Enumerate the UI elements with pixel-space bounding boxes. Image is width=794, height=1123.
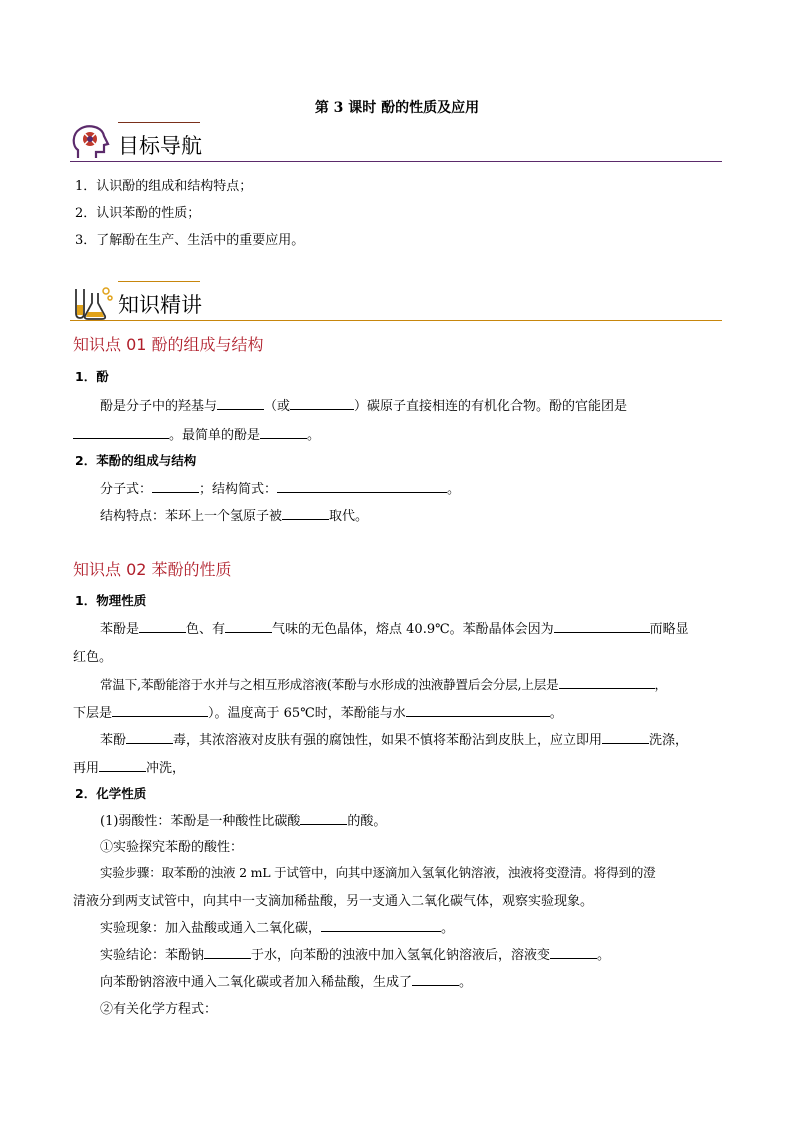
text-segment: 实验结论：苯酚钠 — [100, 948, 205, 963]
chemical-line-3: 实验步骤：取苯酚的浊液 2 mL 于试管中，向其中逐滴加入氢氧化钠溶液，浊液将变澄清。将得到的澄 — [100, 865, 656, 880]
fill-blank[interactable] — [112, 704, 208, 717]
text-segment: 苯酚 — [100, 733, 127, 748]
physical-line-1 — [100, 618, 689, 637]
text-segment: 冲洗， — [146, 761, 186, 776]
text-segment: 结构特点：苯环上一个氢原子被 — [100, 509, 283, 524]
fill-blank[interactable] — [602, 731, 649, 744]
physical-line-5 — [100, 729, 688, 748]
text-segment: 常温下,苯酚能溶于水并与之相互形成溶液(苯酚与水形成的浊液静置后会分层,上层是 — [100, 677, 559, 692]
fill-blank[interactable] — [217, 397, 264, 410]
text-segment: 实验现象：加入盐酸或通入二氧化碳， — [100, 921, 322, 936]
text-segment: 气味的无色晶体，熔点 40.9℃。苯酚晶体会因为 — [272, 622, 554, 637]
text-segment: 分子式： — [100, 482, 153, 497]
text-segment: 。 — [597, 948, 611, 963]
text-segment: 酚是分子中的羟基与 — [100, 399, 218, 414]
fill-blank[interactable] — [282, 507, 329, 520]
physical-properties-subtitle: 1．物理性质 — [75, 593, 147, 608]
goal-item-1: 1．认识酚的组成和结构特点； — [75, 179, 253, 194]
structure-feature-line — [100, 505, 368, 524]
text-segment: 毒，其浓溶液对皮肤有强的腐蚀性，如果不慎将苯酚沾到皮肤上，应立即用 — [173, 733, 603, 748]
text-segment: (1)弱酸性：苯酚是一种酸性比碳酸 — [100, 814, 301, 829]
text-segment: 。 — [459, 975, 473, 990]
goal-section-header — [70, 122, 722, 168]
fill-blank[interactable] — [99, 759, 146, 772]
fill-blank[interactable] — [554, 620, 650, 633]
goal-item-2: 2．认识苯酚的性质； — [75, 206, 201, 221]
page-title: 第 3 课时 酚的性质及应用 — [314, 100, 480, 116]
text-segment: 再用 — [73, 761, 100, 776]
goal-section-heading: 目标导航 — [118, 134, 202, 158]
text-segment: 下层是 — [73, 706, 113, 721]
phenol-functional-group-line — [73, 424, 320, 443]
fill-blank[interactable] — [412, 973, 459, 986]
text-segment: 取代。 — [329, 509, 369, 524]
formula-line — [100, 478, 460, 497]
text-segment: 。 — [549, 706, 563, 721]
lab-flask-icon — [70, 283, 114, 321]
physical-line-3 — [100, 674, 667, 693]
fill-blank[interactable] — [260, 426, 307, 439]
fill-blank[interactable] — [204, 946, 251, 959]
benzophenol-structure-subtitle: 2．苯酚的组成与结构 — [75, 453, 197, 468]
fill-blank[interactable] — [152, 480, 199, 493]
fill-blank[interactable] — [277, 480, 447, 493]
fill-blank[interactable] — [550, 946, 597, 959]
chemical-line-4: 清液分到两支试管中，向其中一支滴加稀盐酸，另一支通入二氧化碳气体，观察实验现象。 — [73, 894, 594, 909]
chemical-line-7 — [100, 971, 472, 990]
physical-line-6 — [73, 757, 185, 776]
text-segment: 的酸。 — [347, 814, 387, 829]
goal-item-3: 3．了解酚在生产、生活中的重要应用。 — [75, 233, 305, 248]
chemical-line-5 — [100, 917, 454, 936]
fill-blank[interactable] — [290, 397, 354, 410]
chemical-line-6 — [100, 944, 610, 963]
text-segment: ， — [654, 677, 667, 692]
text-segment: ）碳原子直接相连的有机化合物。酚的官能团是 — [354, 399, 628, 414]
text-segment: 。 — [441, 921, 455, 936]
fill-blank[interactable] — [73, 426, 169, 439]
text-segment: 洗涤， — [649, 733, 689, 748]
knowledge-point-2-title: 知识点 02 苯酚的性质 — [73, 560, 232, 579]
fill-blank[interactable] — [126, 731, 173, 744]
text-segment: 苯酚是 — [100, 622, 140, 637]
fill-blank[interactable] — [300, 812, 347, 825]
fill-blank[interactable] — [559, 676, 655, 689]
knowledge-section-header — [70, 281, 722, 327]
fill-blank[interactable] — [321, 919, 441, 932]
text-segment: 。 — [307, 428, 321, 443]
knowledge-section-heading: 知识精讲 — [118, 293, 202, 317]
phenol-definition-line — [100, 395, 627, 414]
text-segment: 。 — [447, 482, 461, 497]
chemical-line-1 — [100, 810, 386, 829]
text-segment: 色、有 — [186, 622, 226, 637]
knowledge-point-1-title: 知识点 01 酚的组成与结构 — [73, 335, 264, 354]
brain-head-icon — [70, 124, 114, 162]
fill-blank[interactable] — [406, 704, 550, 717]
physical-line-2: 红色。 — [73, 650, 113, 665]
chemical-line-2: ①实验探究苯酚的酸性： — [100, 840, 244, 855]
text-segment: 而略显 — [649, 622, 689, 637]
physical-line-4 — [73, 702, 563, 721]
text-segment: ；结构简式： — [199, 482, 278, 497]
chemical-line-8: ②有关化学方程式： — [100, 1002, 218, 1017]
text-segment: 于水，向苯酚的浊液中加入氢氧化钠溶液后，溶液变 — [251, 948, 551, 963]
text-segment: （或 — [264, 399, 291, 414]
chemical-properties-subtitle: 2．化学性质 — [75, 786, 147, 801]
fill-blank[interactable] — [139, 620, 186, 633]
text-segment: 。最简单的酚是 — [169, 428, 261, 443]
text-segment: ）。温度高于 65℃时，苯酚能与水 — [208, 706, 406, 721]
fill-blank[interactable] — [225, 620, 272, 633]
text-segment: 向苯酚钠溶液中通入二氧化碳或者加入稀盐酸，生成了 — [100, 975, 413, 990]
phenol-subtitle: 1．酚 — [75, 369, 109, 384]
